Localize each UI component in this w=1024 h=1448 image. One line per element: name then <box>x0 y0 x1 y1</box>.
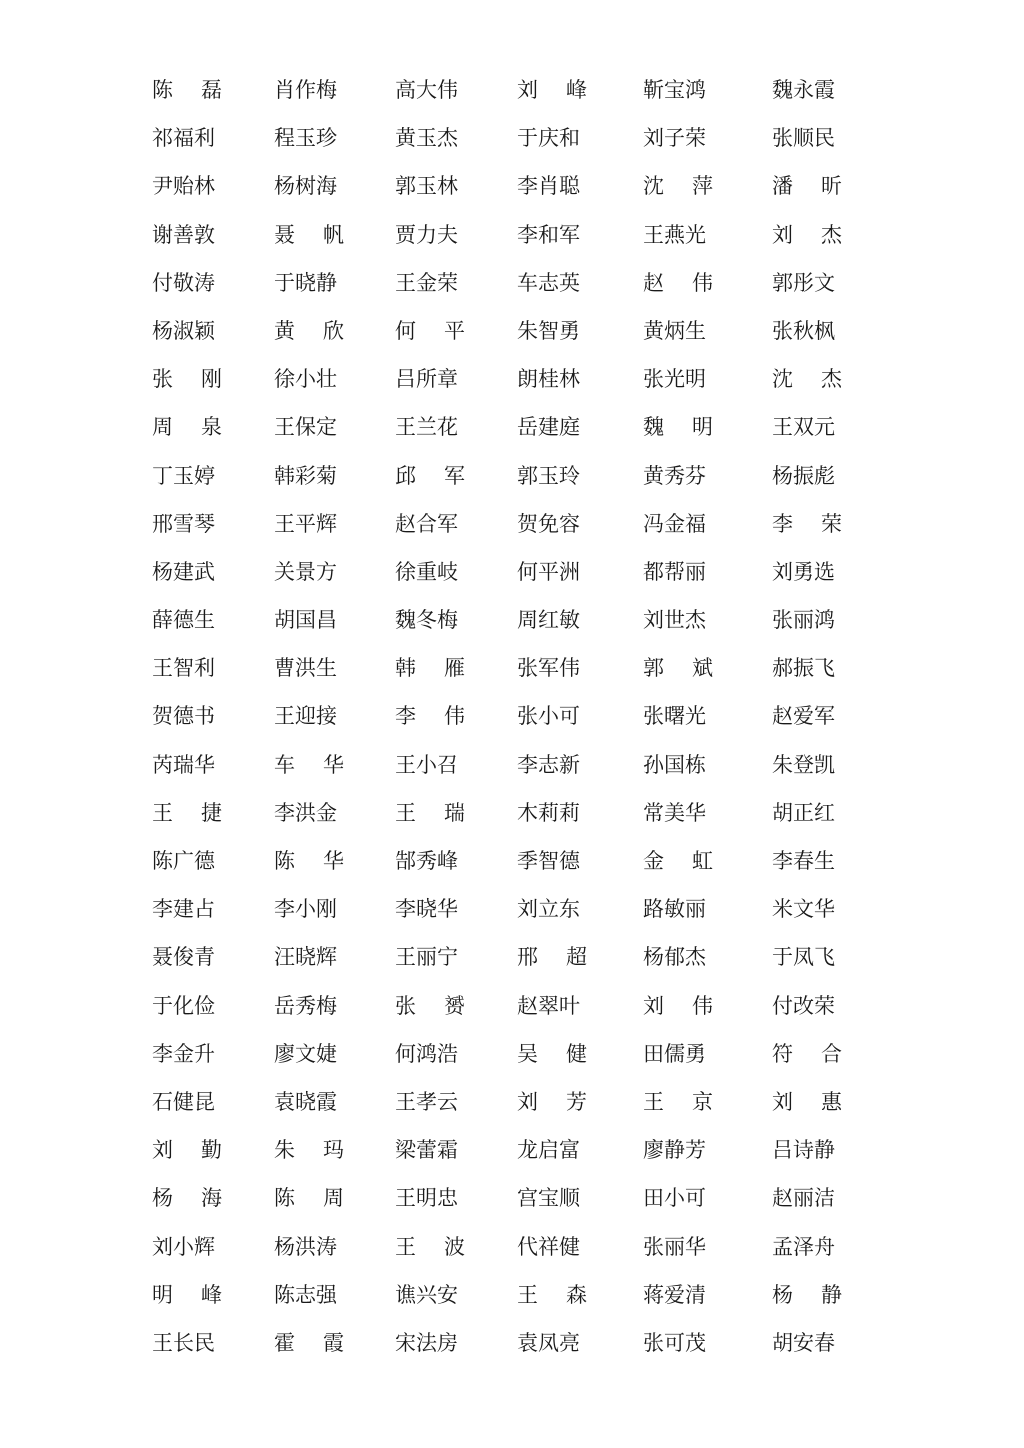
name-entry: 李金升 <box>152 1041 215 1066</box>
name-entry: 周 泉 <box>152 415 222 440</box>
name-entry: 田儒勇 <box>643 1041 706 1066</box>
name-entry: 于晓静 <box>274 270 337 295</box>
name-entry: 杨 海 <box>152 1186 222 1211</box>
name-entry: 胡正红 <box>772 800 835 825</box>
name-entry: 郜秀峰 <box>395 849 458 873</box>
name-row <box>152 211 852 259</box>
name-entry: 张 刚 <box>152 367 222 392</box>
name-entry: 王双元 <box>772 415 835 440</box>
name-entry: 王平辉 <box>274 511 337 536</box>
name-entry: 黄炳生 <box>643 318 706 343</box>
name-entry: 尹贻林 <box>152 174 215 199</box>
name-entry: 赵合军 <box>395 511 458 536</box>
name-entry: 曹洪生 <box>274 656 337 681</box>
name-entry: 邢 超 <box>517 945 587 970</box>
name-entry: 王燕光 <box>643 222 706 247</box>
name-entry: 于凤飞 <box>772 945 835 970</box>
name-entry: 祁福利 <box>152 126 215 151</box>
name-row <box>152 1078 852 1126</box>
name-entry: 朱 玛 <box>274 1138 344 1163</box>
name-entry: 王明忠 <box>395 1186 458 1211</box>
name-entry: 付敬涛 <box>152 270 215 295</box>
name-row <box>152 596 852 644</box>
name-row <box>152 741 852 789</box>
name-entry: 何 平 <box>395 318 465 343</box>
name-entry: 李肖聪 <box>517 174 580 199</box>
name-row <box>152 162 852 210</box>
name-entry: 谯兴安 <box>395 1282 458 1307</box>
name-entry: 石健昆 <box>152 1089 215 1114</box>
name-entry: 高大伟 <box>395 78 458 102</box>
name-entry: 汪晓辉 <box>274 945 337 970</box>
name-entry: 丁玉婷 <box>152 463 215 488</box>
name-entry: 刘 杰 <box>772 222 842 247</box>
name-entry: 李晓华 <box>395 897 458 922</box>
name-row <box>152 1030 852 1078</box>
name-entry: 袁凤亮 <box>517 1330 580 1355</box>
name-entry: 米文华 <box>772 897 835 922</box>
name-entry: 靳宝鸿 <box>643 78 706 102</box>
name-entry: 黄秀芬 <box>643 463 706 488</box>
name-entry: 杨洪涛 <box>274 1234 337 1259</box>
name-entry: 韩 雁 <box>395 656 465 681</box>
name-entry: 杨 静 <box>772 1282 842 1307</box>
name-entry: 赵 伟 <box>643 270 713 295</box>
name-row <box>152 114 852 162</box>
name-entry: 杨淑颖 <box>152 318 215 343</box>
name-entry: 张可茂 <box>643 1330 706 1355</box>
name-entry: 肖作梅 <box>274 78 337 102</box>
name-row <box>152 692 852 740</box>
name-entry: 徐小壮 <box>274 367 337 392</box>
name-entry: 赵翠叶 <box>517 993 580 1018</box>
name-entry: 陈广德 <box>152 849 215 873</box>
name-entry: 李 伟 <box>395 704 465 729</box>
name-entry: 杨振彪 <box>772 463 835 488</box>
name-entry: 赵爱军 <box>772 704 835 729</box>
name-entry: 杨郁杰 <box>643 945 706 970</box>
name-entry: 刘 芳 <box>517 1089 587 1114</box>
name-entry: 金 虹 <box>643 849 713 873</box>
name-entry: 邱 军 <box>395 463 465 488</box>
name-entry: 贺德书 <box>152 704 215 729</box>
name-entry: 王保定 <box>274 415 337 440</box>
name-entry: 宫宝顺 <box>517 1186 580 1211</box>
name-row <box>152 644 852 692</box>
name-entry: 陈志强 <box>274 1282 337 1307</box>
name-entry: 贺免容 <box>517 511 580 536</box>
name-entry: 符 合 <box>772 1041 842 1066</box>
name-entry: 魏冬梅 <box>395 608 458 633</box>
name-entry: 陈 周 <box>274 1186 344 1211</box>
name-row <box>152 259 852 307</box>
name-row <box>152 1126 852 1174</box>
name-row <box>152 548 852 596</box>
name-entry: 王丽宁 <box>395 945 458 970</box>
name-entry: 沈 杰 <box>772 367 842 392</box>
name-entry: 李志新 <box>517 752 580 777</box>
name-entry: 王孝云 <box>395 1089 458 1114</box>
name-entry: 张秋枫 <box>772 318 835 343</box>
name-entry: 黄玉杰 <box>395 126 458 151</box>
name-row <box>152 837 852 885</box>
name-entry: 张光明 <box>643 367 706 392</box>
name-entry: 张丽华 <box>643 1234 706 1259</box>
name-entry: 邢雪琴 <box>152 511 215 536</box>
name-entry: 岳秀梅 <box>274 993 337 1018</box>
name-entry: 蒋爱清 <box>643 1282 706 1307</box>
name-entry: 张丽鸿 <box>772 608 835 633</box>
name-entry: 车志英 <box>517 270 580 295</box>
name-entry: 季智德 <box>517 849 580 873</box>
name-entry: 常美华 <box>643 800 706 825</box>
name-entry: 薛德生 <box>152 608 215 633</box>
name-entry: 朗桂林 <box>517 367 580 392</box>
name-entry: 刘 勤 <box>152 1138 222 1163</box>
name-entry: 代祥健 <box>517 1234 580 1259</box>
name-entry: 沈 萍 <box>643 174 713 199</box>
name-row <box>152 1319 852 1367</box>
name-entry: 王小召 <box>395 752 458 777</box>
name-entry: 李春生 <box>772 849 835 873</box>
name-entry: 张曙光 <box>643 704 706 729</box>
name-entry: 于化俭 <box>152 993 215 1018</box>
name-row <box>152 66 852 114</box>
name-entry: 付改荣 <box>772 993 835 1018</box>
name-entry: 王长民 <box>152 1330 215 1355</box>
name-entry: 贾力夫 <box>395 222 458 247</box>
name-row <box>152 789 852 837</box>
name-entry: 胡国昌 <box>274 608 337 633</box>
name-entry: 张军伟 <box>517 656 580 681</box>
name-entry: 车 华 <box>274 752 344 777</box>
name-entry: 韩彩菊 <box>274 463 337 488</box>
name-entry: 王 京 <box>643 1089 713 1114</box>
name-entry: 王 捷 <box>152 800 222 825</box>
name-entry: 张 赟 <box>395 993 465 1018</box>
name-entry: 刘 伟 <box>643 993 713 1018</box>
name-entry: 王智利 <box>152 656 215 681</box>
name-entry: 都帮丽 <box>643 559 706 584</box>
name-entry: 张顺民 <box>772 126 835 151</box>
name-entry: 于庆和 <box>517 126 580 151</box>
name-entry: 吴 健 <box>517 1041 587 1066</box>
name-entry: 关景方 <box>274 559 337 584</box>
name-entry: 孙国栋 <box>643 752 706 777</box>
name-entry: 徐重岐 <box>395 559 458 584</box>
name-row <box>152 885 852 933</box>
name-entry: 李和军 <box>517 222 580 247</box>
name-row <box>152 307 852 355</box>
name-entry: 廖静芳 <box>643 1138 706 1163</box>
name-entry: 潘 昕 <box>772 174 842 199</box>
name-entry: 杨树海 <box>274 174 337 199</box>
name-entry: 陈 华 <box>274 849 344 873</box>
name-entry: 刘 峰 <box>517 78 587 102</box>
name-entry: 刘立东 <box>517 897 580 922</box>
name-entry: 郭玉玲 <box>517 463 580 488</box>
name-entry: 吕诗静 <box>772 1138 835 1163</box>
name-entry: 田小可 <box>643 1186 706 1211</box>
name-entry: 杨建武 <box>152 559 215 584</box>
name-entry: 刘世杰 <box>643 608 706 633</box>
name-entry: 霍 霞 <box>274 1330 344 1355</box>
name-entry: 郭玉林 <box>395 174 458 199</box>
name-entry: 刘勇选 <box>772 559 835 584</box>
name-entry: 王 瑞 <box>395 800 465 825</box>
name-entry: 谢善敦 <box>152 222 215 247</box>
name-entry: 廖文婕 <box>274 1041 337 1066</box>
name-entry: 刘子荣 <box>643 126 706 151</box>
name-entry: 王金荣 <box>395 270 458 295</box>
name-entry: 何平洲 <box>517 559 580 584</box>
name-entry: 刘小辉 <box>152 1234 215 1259</box>
name-entry: 龙启富 <box>517 1138 580 1163</box>
name-entry: 王 森 <box>517 1282 587 1307</box>
name-row <box>152 1174 852 1222</box>
name-entry: 郝振飞 <box>772 656 835 681</box>
name-row <box>152 355 852 403</box>
name-list <box>152 66 852 1367</box>
name-entry: 朱登凯 <box>772 752 835 777</box>
name-entry: 陈 磊 <box>152 78 222 102</box>
name-entry: 魏永霞 <box>772 78 835 102</box>
name-entry: 冯金福 <box>643 511 706 536</box>
name-entry: 刘 惠 <box>772 1089 842 1114</box>
name-entry: 李建占 <box>152 897 215 922</box>
name-entry: 芮瑞华 <box>152 752 215 777</box>
name-entry: 黄 欣 <box>274 318 344 343</box>
name-entry: 朱智勇 <box>517 318 580 343</box>
name-row <box>152 452 852 500</box>
name-row <box>152 933 852 981</box>
name-row <box>152 403 852 451</box>
name-entry: 孟泽舟 <box>772 1234 835 1259</box>
name-entry: 赵丽洁 <box>772 1186 835 1211</box>
name-entry: 魏 明 <box>643 415 713 440</box>
name-entry: 木莉莉 <box>517 800 580 825</box>
name-entry: 梁蕾霜 <box>395 1138 458 1163</box>
name-row <box>152 1271 852 1319</box>
name-entry: 胡安春 <box>772 1330 835 1355</box>
name-entry: 郭 斌 <box>643 656 713 681</box>
name-entry: 程玉珍 <box>274 126 337 151</box>
name-entry: 路敏丽 <box>643 897 706 922</box>
name-entry: 聂俊青 <box>152 945 215 970</box>
name-entry: 李洪金 <box>274 800 337 825</box>
name-entry: 李 荣 <box>772 511 842 536</box>
name-entry: 张小可 <box>517 704 580 729</box>
name-entry: 郭彤文 <box>772 270 835 295</box>
name-entry: 岳建庭 <box>517 415 580 440</box>
name-entry: 何鸿浩 <box>395 1041 458 1066</box>
name-entry: 王 波 <box>395 1234 465 1259</box>
name-entry: 王迎接 <box>274 704 337 729</box>
name-row <box>152 1223 852 1271</box>
name-row <box>152 500 852 548</box>
name-entry: 吕所章 <box>395 367 458 392</box>
name-entry: 宋法房 <box>395 1330 458 1355</box>
name-row <box>152 982 852 1030</box>
name-entry: 王兰花 <box>395 415 458 440</box>
name-entry: 周红敏 <box>517 608 580 633</box>
name-entry: 明 峰 <box>152 1282 222 1307</box>
name-entry: 聂 帆 <box>274 222 344 247</box>
name-entry: 袁晓霞 <box>274 1089 337 1114</box>
name-entry: 李小刚 <box>274 897 337 922</box>
